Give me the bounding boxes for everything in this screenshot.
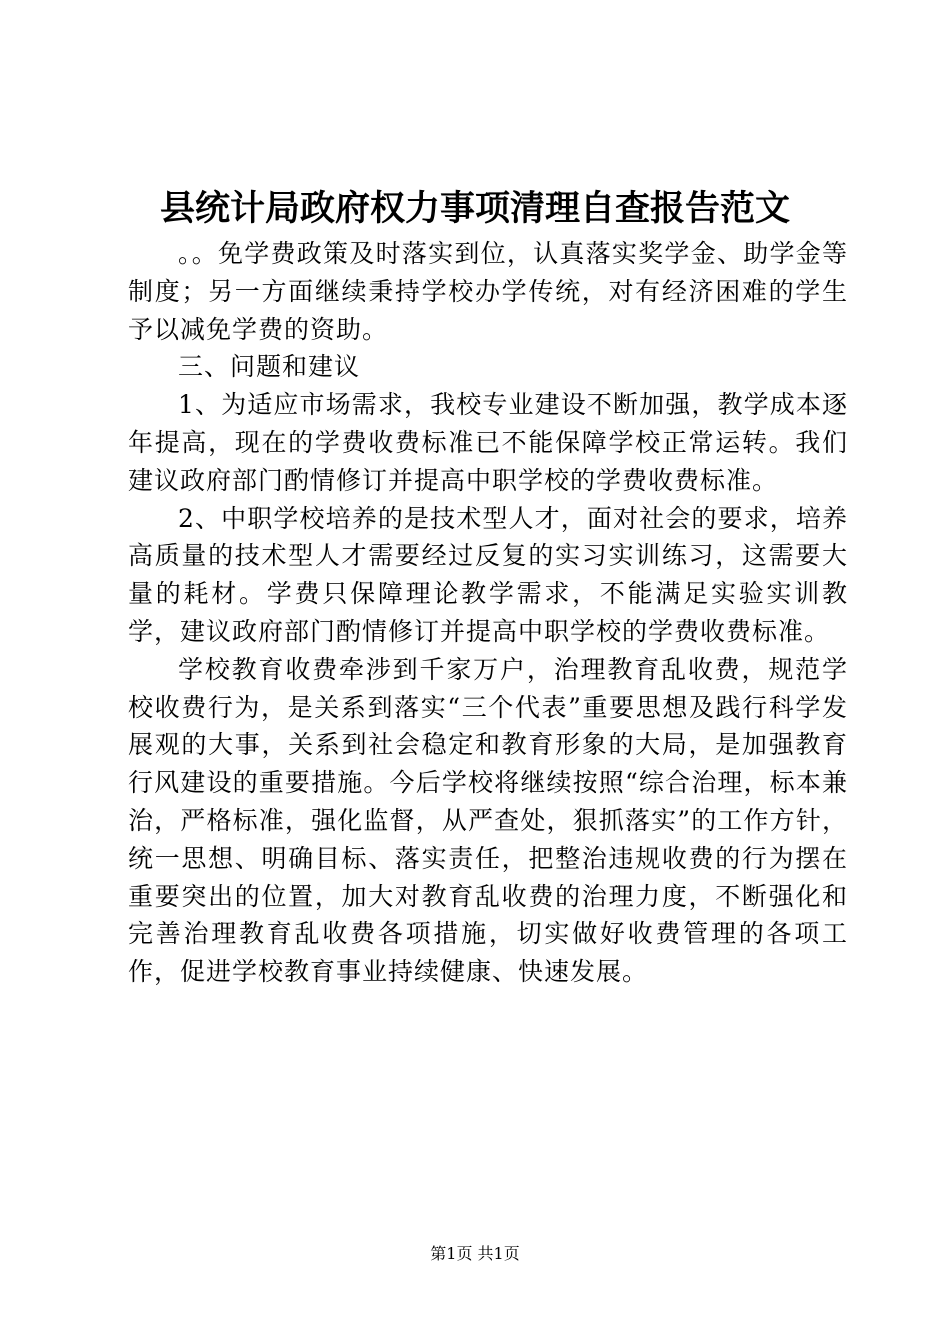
section-heading-issues: 三、问题和建议 <box>178 352 361 382</box>
paragraph-suggestion-1: 1、为适应市场需求，我校专业建设不断加强，教学成本逐年提高，现在的学费收费标准已不能保障学校正常运转。我们建议政府部门酌情修订并提高中职学校的学费收费标准。 <box>128 390 848 495</box>
paragraph-scholarship: 。。免学费政策及时落实到位，认真落实奖学金、助学金等制度；另一方面继续秉持学校办学传统，对有经济困难的学生予以减免学费的资助。 <box>128 239 848 344</box>
page-number-footer: 第1页 共1页 <box>430 1244 520 1263</box>
document-body <box>128 235 848 991</box>
paragraph-suggestion-2: 2、中职学校培养的是技术型人才，面对社会的要求，培养高质量的技术型人才需要经过反复的实习实训练习，这需要大量的耗材。学费只保障理论教学需求，不能满足实验实训教学，建议政府部门酌情修订并提高中职学校的学费收费标准。 <box>128 503 848 646</box>
paragraph-conclusion: 学校教育收费牵涉到千家万户，治理教育乱收费，规范学校收费行为，是关系到落实“三个代表”重要思想及践行科学发展观的大事，关系到社会稳定和教育形象的大局，是加强教育行风建设的重要措施。今后学校将继续按照“综合治理，标本兼治，严格标准，强化监督，从严查处，狠抓落实”的工作方针，统一思想、明确目标、落实责任，把整治违规收费的行为摆在重要突出的位置，加大对教育乱收费的治理力度，不断强化和完善治理教育乱收费各项措施，切实做好收费管理的各项工作，促进学校教育事业持续健康、快速发展。 <box>128 654 848 987</box>
page-title: 县统计局政府权力事项清理自查报告范文 <box>159 188 790 229</box>
